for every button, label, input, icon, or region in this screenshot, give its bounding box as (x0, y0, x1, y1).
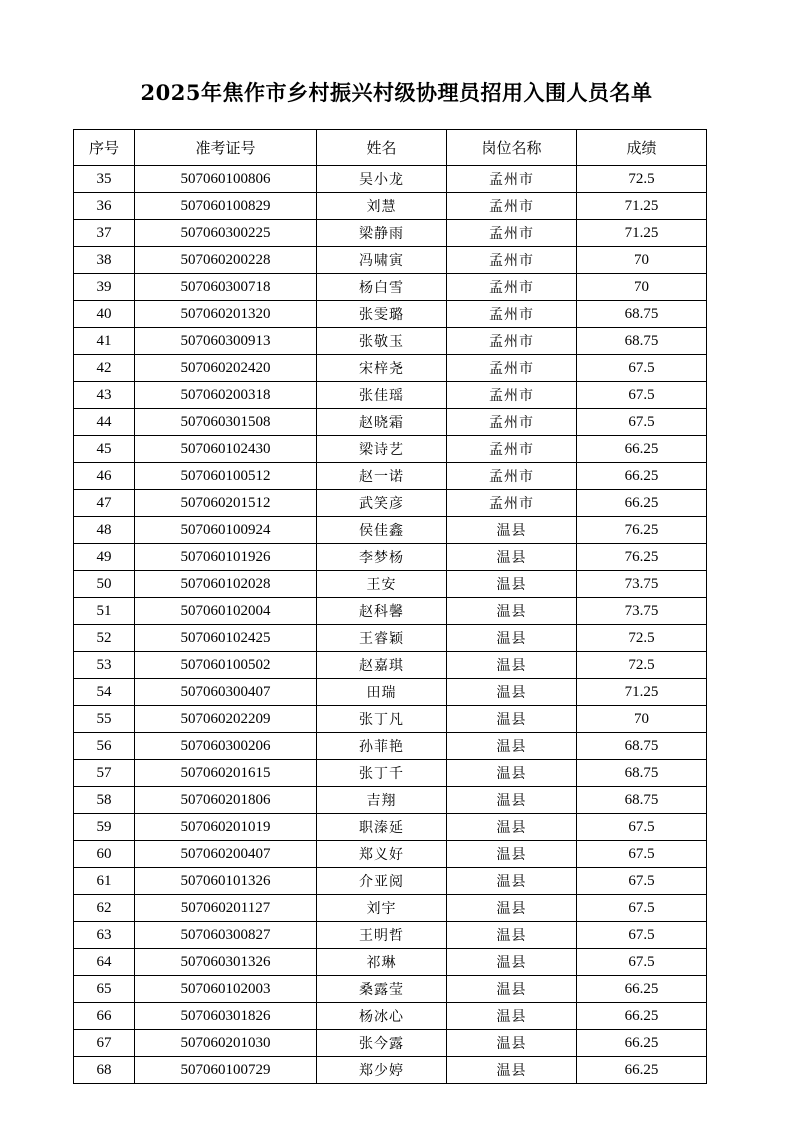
score-cell: 71.25 (577, 679, 707, 706)
admission-ticket-cell: 507060102425 (135, 625, 317, 652)
score-cell: 68.75 (577, 787, 707, 814)
table-row (74, 166, 707, 193)
score-cell: 71.25 (577, 220, 707, 247)
position-cell: 温县 (447, 652, 577, 679)
admission-ticket-cell: 507060300913 (135, 328, 317, 355)
score-cell: 72.5 (577, 625, 707, 652)
table-row (74, 652, 707, 679)
position-cell: 孟州市 (447, 328, 577, 355)
serial-number-cell: 66 (74, 1003, 135, 1030)
name-cell: 杨冰心 (317, 1003, 447, 1030)
position-cell: 温县 (447, 868, 577, 895)
serial-number-cell: 61 (74, 868, 135, 895)
table-row (74, 1003, 707, 1030)
position-cell: 温县 (447, 625, 577, 652)
table-row (74, 544, 707, 571)
serial-number-cell: 43 (74, 382, 135, 409)
position-cell: 孟州市 (447, 463, 577, 490)
score-cell: 72.5 (577, 652, 707, 679)
table-row (74, 841, 707, 868)
admission-ticket-cell: 507060200318 (135, 382, 317, 409)
name-cell: 郑少婷 (317, 1057, 447, 1084)
serial-number-cell: 36 (74, 193, 135, 220)
table-row (74, 409, 707, 436)
serial-number-cell: 39 (74, 274, 135, 301)
admission-ticket-cell: 507060301326 (135, 949, 317, 976)
serial-number-cell: 44 (74, 409, 135, 436)
position-cell: 温县 (447, 1003, 577, 1030)
name-cell: 王安 (317, 571, 447, 598)
header-name: 姓名 (317, 130, 447, 166)
serial-number-cell: 56 (74, 733, 135, 760)
admission-ticket-cell: 507060300827 (135, 922, 317, 949)
table-row (74, 760, 707, 787)
admission-ticket-cell: 507060300718 (135, 274, 317, 301)
score-cell: 70 (577, 274, 707, 301)
serial-number-cell: 65 (74, 976, 135, 1003)
table-row (74, 355, 707, 382)
table-row (74, 787, 707, 814)
position-cell: 温县 (447, 679, 577, 706)
score-cell: 67.5 (577, 895, 707, 922)
admission-ticket-cell: 507060100924 (135, 517, 317, 544)
name-cell: 赵一诺 (317, 463, 447, 490)
admission-ticket-cell: 507060301826 (135, 1003, 317, 1030)
name-cell: 孙菲艳 (317, 733, 447, 760)
admission-ticket-cell: 507060201320 (135, 301, 317, 328)
header-serial-number: 序号 (74, 130, 135, 166)
position-cell: 孟州市 (447, 274, 577, 301)
admission-ticket-cell: 507060201806 (135, 787, 317, 814)
admission-ticket-cell: 507060202420 (135, 355, 317, 382)
position-cell: 温县 (447, 760, 577, 787)
serial-number-cell: 53 (74, 652, 135, 679)
serial-number-cell: 58 (74, 787, 135, 814)
table-row (74, 274, 707, 301)
table-row (74, 598, 707, 625)
admission-ticket-cell: 507060201019 (135, 814, 317, 841)
table-row (74, 490, 707, 517)
name-cell: 张丁凡 (317, 706, 447, 733)
position-cell: 温县 (447, 976, 577, 1003)
score-cell: 67.5 (577, 382, 707, 409)
serial-number-cell: 57 (74, 760, 135, 787)
serial-number-cell: 47 (74, 490, 135, 517)
table-row (74, 679, 707, 706)
serial-number-cell: 49 (74, 544, 135, 571)
serial-number-cell: 45 (74, 436, 135, 463)
score-cell: 67.5 (577, 949, 707, 976)
name-cell: 梁静雨 (317, 220, 447, 247)
position-cell: 温县 (447, 949, 577, 976)
serial-number-cell: 41 (74, 328, 135, 355)
candidate-table (73, 129, 707, 1084)
table-row (74, 1030, 707, 1057)
position-cell: 温县 (447, 1057, 577, 1084)
serial-number-cell: 67 (74, 1030, 135, 1057)
table-row (74, 517, 707, 544)
admission-ticket-cell: 507060100502 (135, 652, 317, 679)
score-cell: 73.75 (577, 571, 707, 598)
serial-number-cell: 54 (74, 679, 135, 706)
name-cell: 冯啸寅 (317, 247, 447, 274)
score-cell: 73.75 (577, 598, 707, 625)
admission-ticket-cell: 507060300206 (135, 733, 317, 760)
serial-number-cell: 50 (74, 571, 135, 598)
header-admission-ticket-number: 准考证号 (135, 130, 317, 166)
position-cell: 温县 (447, 733, 577, 760)
admission-ticket-cell: 507060300225 (135, 220, 317, 247)
admission-ticket-cell: 507060102003 (135, 976, 317, 1003)
admission-ticket-cell: 507060101926 (135, 544, 317, 571)
score-cell: 66.25 (577, 976, 707, 1003)
name-cell: 吉翔 (317, 787, 447, 814)
name-cell: 祁琳 (317, 949, 447, 976)
admission-ticket-cell: 507060201615 (135, 760, 317, 787)
table-row (74, 814, 707, 841)
admission-ticket-cell: 507060301508 (135, 409, 317, 436)
admission-ticket-cell: 507060201030 (135, 1030, 317, 1057)
table-row (74, 571, 707, 598)
name-cell: 王睿颖 (317, 625, 447, 652)
serial-number-cell: 48 (74, 517, 135, 544)
score-cell: 70 (577, 247, 707, 274)
name-cell: 张今露 (317, 1030, 447, 1057)
table-row (74, 382, 707, 409)
name-cell: 郑义好 (317, 841, 447, 868)
position-cell: 温县 (447, 706, 577, 733)
serial-number-cell: 62 (74, 895, 135, 922)
serial-number-cell: 60 (74, 841, 135, 868)
serial-number-cell: 40 (74, 301, 135, 328)
name-cell: 刘慧 (317, 193, 447, 220)
table-row (74, 706, 707, 733)
admission-ticket-cell: 507060100806 (135, 166, 317, 193)
score-cell: 68.75 (577, 760, 707, 787)
admission-ticket-cell: 507060200407 (135, 841, 317, 868)
table-row (74, 868, 707, 895)
name-cell: 赵晓霜 (317, 409, 447, 436)
admission-ticket-cell: 507060200228 (135, 247, 317, 274)
serial-number-cell: 59 (74, 814, 135, 841)
serial-number-cell: 68 (74, 1057, 135, 1084)
score-cell: 66.25 (577, 436, 707, 463)
position-cell: 温县 (447, 895, 577, 922)
table-row (74, 301, 707, 328)
table-row (74, 220, 707, 247)
admission-ticket-cell: 507060101326 (135, 868, 317, 895)
table-row (74, 463, 707, 490)
table-row (74, 976, 707, 1003)
position-cell: 温县 (447, 544, 577, 571)
serial-number-cell: 52 (74, 625, 135, 652)
serial-number-cell: 51 (74, 598, 135, 625)
score-cell: 66.25 (577, 1057, 707, 1084)
table-row (74, 1057, 707, 1084)
table-header-row (74, 130, 707, 166)
score-cell: 67.5 (577, 409, 707, 436)
position-cell: 温县 (447, 598, 577, 625)
name-cell: 梁诗艺 (317, 436, 447, 463)
name-cell: 张雯璐 (317, 301, 447, 328)
position-cell: 孟州市 (447, 436, 577, 463)
serial-number-cell: 38 (74, 247, 135, 274)
score-cell: 68.75 (577, 328, 707, 355)
position-cell: 温县 (447, 571, 577, 598)
table-row (74, 436, 707, 463)
score-cell: 68.75 (577, 301, 707, 328)
score-cell: 67.5 (577, 355, 707, 382)
position-cell: 温县 (447, 787, 577, 814)
score-cell: 66.25 (577, 463, 707, 490)
score-cell: 66.25 (577, 490, 707, 517)
document-title: 2025年焦作市乡村振兴村级协理员招用入围人员名单 (140, 80, 653, 105)
table-row (74, 193, 707, 220)
name-cell: 介亚阅 (317, 868, 447, 895)
admission-ticket-cell: 507060102028 (135, 571, 317, 598)
table-row (74, 949, 707, 976)
admission-ticket-cell: 507060100829 (135, 193, 317, 220)
name-cell: 杨白雪 (317, 274, 447, 301)
admission-ticket-cell: 507060100729 (135, 1057, 317, 1084)
name-cell: 侯佳鑫 (317, 517, 447, 544)
serial-number-cell: 37 (74, 220, 135, 247)
name-cell: 张佳瑶 (317, 382, 447, 409)
position-cell: 温县 (447, 922, 577, 949)
position-cell: 孟州市 (447, 166, 577, 193)
position-cell: 孟州市 (447, 193, 577, 220)
name-cell: 职溱延 (317, 814, 447, 841)
table-body (74, 166, 707, 1084)
position-cell: 孟州市 (447, 355, 577, 382)
score-cell: 76.25 (577, 544, 707, 571)
score-cell: 67.5 (577, 922, 707, 949)
position-cell: 温县 (447, 841, 577, 868)
score-cell: 67.5 (577, 841, 707, 868)
header-score: 成绩 (577, 130, 707, 166)
score-cell: 72.5 (577, 166, 707, 193)
name-cell: 田瑞 (317, 679, 447, 706)
position-cell: 孟州市 (447, 409, 577, 436)
position-cell: 温县 (447, 517, 577, 544)
name-cell: 张敬玉 (317, 328, 447, 355)
score-cell: 71.25 (577, 193, 707, 220)
name-cell: 刘宇 (317, 895, 447, 922)
serial-number-cell: 42 (74, 355, 135, 382)
position-cell: 孟州市 (447, 490, 577, 517)
position-cell: 温县 (447, 814, 577, 841)
name-cell: 武笑彦 (317, 490, 447, 517)
table-row (74, 625, 707, 652)
score-cell: 70 (577, 706, 707, 733)
score-cell: 68.75 (577, 733, 707, 760)
name-cell: 吴小龙 (317, 166, 447, 193)
table-row (74, 895, 707, 922)
admission-ticket-cell: 507060201512 (135, 490, 317, 517)
header-position-name: 岗位名称 (447, 130, 577, 166)
score-cell: 67.5 (577, 868, 707, 895)
name-cell: 王明哲 (317, 922, 447, 949)
position-cell: 孟州市 (447, 247, 577, 274)
position-cell: 孟州市 (447, 382, 577, 409)
score-cell: 66.25 (577, 1030, 707, 1057)
name-cell: 李梦杨 (317, 544, 447, 571)
serial-number-cell: 35 (74, 166, 135, 193)
score-cell: 76.25 (577, 517, 707, 544)
name-cell: 赵科馨 (317, 598, 447, 625)
admission-ticket-cell: 507060202209 (135, 706, 317, 733)
name-cell: 赵嘉琪 (317, 652, 447, 679)
serial-number-cell: 63 (74, 922, 135, 949)
admission-ticket-cell: 507060300407 (135, 679, 317, 706)
name-cell: 桑露莹 (317, 976, 447, 1003)
serial-number-cell: 55 (74, 706, 135, 733)
admission-ticket-cell: 507060201127 (135, 895, 317, 922)
score-cell: 67.5 (577, 814, 707, 841)
position-cell: 温县 (447, 1030, 577, 1057)
name-cell: 宋梓尧 (317, 355, 447, 382)
admission-ticket-cell: 507060102430 (135, 436, 317, 463)
score-cell: 66.25 (577, 1003, 707, 1030)
serial-number-cell: 46 (74, 463, 135, 490)
table-row (74, 733, 707, 760)
name-cell: 张丁千 (317, 760, 447, 787)
table-row (74, 247, 707, 274)
table-row (74, 922, 707, 949)
table-row (74, 328, 707, 355)
admission-ticket-cell: 507060100512 (135, 463, 317, 490)
position-cell: 孟州市 (447, 220, 577, 247)
position-cell: 孟州市 (447, 301, 577, 328)
serial-number-cell: 64 (74, 949, 135, 976)
admission-ticket-cell: 507060102004 (135, 598, 317, 625)
